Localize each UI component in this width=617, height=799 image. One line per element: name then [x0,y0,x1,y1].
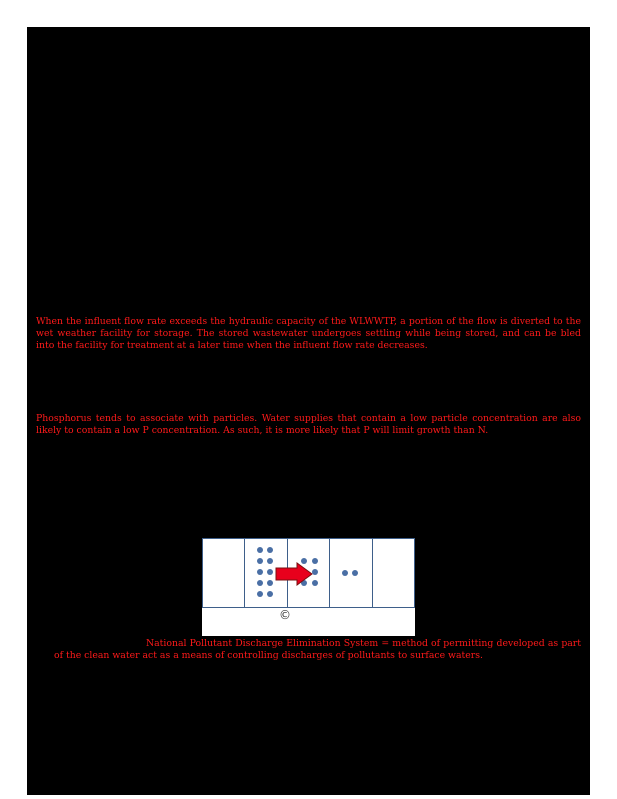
copyright-symbol: © [279,608,291,622]
particle-dot [257,569,263,575]
particle-dot [257,591,263,597]
grid-cell-5 [373,539,414,607]
particle-dot [352,570,358,576]
document-page [27,27,590,795]
wet-weather-paragraph: When the influent flow rate exceeds the hydraulic capacity of the WLWWTP, a portion of the flow is diverted to the wet weather facility for storage. The stored wastewater undergoes settling while being stored, and can be bled into the facility for treatment at a later time when the influent flow rate decreases. [36,316,581,351]
particle-dot [257,580,263,586]
phosphorus-paragraph: Phosphorus tends to associate with particles. Water supplies that contain a low particle concentration are also likely to contain a low P concentration. As such, it is more likely that P will limit growth than N. [36,413,581,436]
particle-dot [257,558,263,564]
grid-cell-1 [203,539,245,607]
right-arrow-icon [275,562,313,586]
particle-dot [342,570,348,576]
particle-dot [267,569,273,575]
particle-dot [267,591,273,597]
particle-dot [267,580,273,586]
particle-dot [257,547,263,553]
grid-cell-4 [330,539,372,607]
particle-settling-figure [202,538,415,636]
particle-dot [267,558,273,564]
particle-dot [267,547,273,553]
npdes-paragraph: National Pollutant Discharge Elimination System = method of permitting developed as part of the clean water act as a means of controlling discharges of pollutants to surface waters. [54,638,581,661]
